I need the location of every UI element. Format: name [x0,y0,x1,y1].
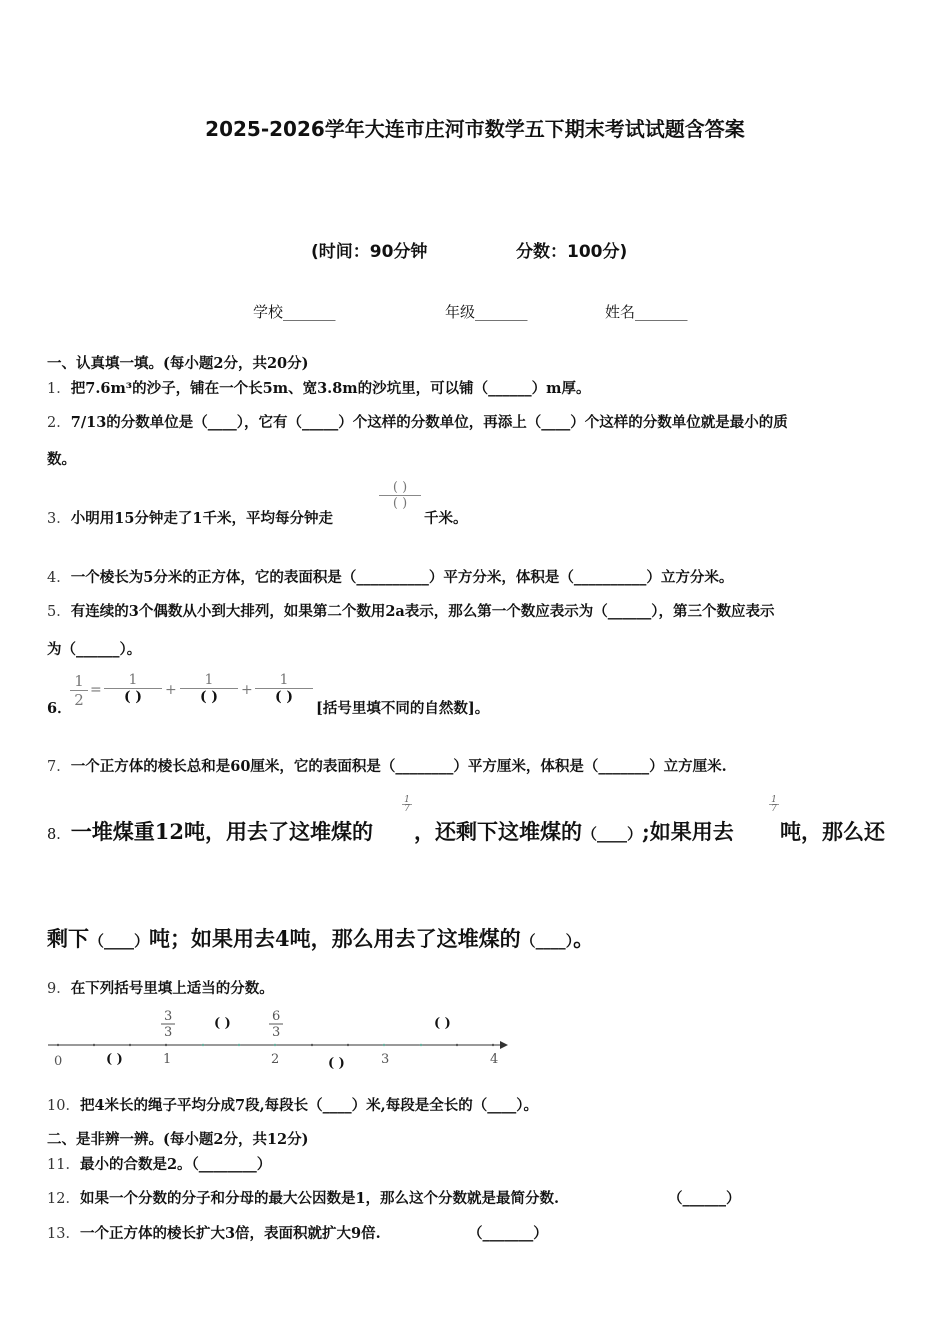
fraction-one-seventh [769,796,779,813]
tick-label-1: 1 [163,1052,172,1067]
question-9 [47,977,274,998]
answer-paren: ( ) [434,1016,451,1031]
question-number: 10． [47,1098,80,1114]
question-12 [47,1187,559,1208]
fraction-denominator: 3 [272,1025,281,1040]
question-text: 如果一个分数的分子和分母的最大公因数是1，那么这个分数就是最简分数. [79,1190,560,1207]
tick-point [492,1044,494,1046]
tick-point [274,1044,276,1046]
tick-point [238,1044,240,1046]
answer-blank: （_______） [468,1225,548,1242]
equals-sign: = [90,682,102,698]
question-number: 13． [47,1226,80,1242]
question-7 [47,755,727,776]
question-2 [47,411,788,432]
plus-sign: + [241,682,253,698]
exam-score: 分数：100分) [516,242,628,262]
question-13 [47,1222,381,1243]
question-text: 7/13的分数单位是（____），它有（_____）个这样的分数单位，再添上（____）个这样的分数单位就是最小的质 [70,414,788,431]
question-number: 11． [47,1157,80,1173]
question-text: 小明用15分钟走了1千米，平均每分钟走 [70,510,334,527]
fraction-denominator-blank: ( ) [180,688,238,705]
grade-field: 年级_______ [445,303,528,321]
question-11 [47,1153,271,1174]
question-number: 4． [47,570,71,586]
question-text: 把7.6m³的沙子，铺在一个长5m、宽3.8m的沙坑里，可以铺（______）m厚。 [70,380,591,397]
fraction-one-seventh [402,796,412,813]
fraction-numerator: 1 [771,795,777,805]
question-6-suffix: [括号里填不同的自然数]。 [316,700,490,717]
section-1-heading: 一、认真填一填。(每小题2分，共20分) [47,355,309,372]
fraction-denominator: 3 [164,1025,173,1040]
tick-point [383,1044,385,1046]
question-text: 吨；如果用去4吨，那么用去了这堆煤的 [149,926,521,951]
question-3 [47,507,333,528]
tick-point [420,1044,422,1046]
fraction-unit-2 [180,672,238,705]
tick-point [202,1044,204,1046]
answer-paren: ( ) [106,1052,123,1067]
question-text: ;如果用去 [642,819,734,844]
plus-sign: + [165,682,177,698]
question-number: 5． [47,604,71,620]
fraction-half [70,672,88,709]
fraction-denominator: 7 [769,804,779,813]
tick-label-4: 4 [490,1052,499,1067]
page-title: 2025-2026学年大连市庄河市数学五下期末考试试题含答案 [205,117,745,141]
question-4 [47,566,733,587]
question-text: 有连续的3个偶数从小到大排列，如果第二个数用2a表示，那么第一个数应表示为（______），第三个数应表示 [70,603,775,620]
tick-point [347,1044,349,1046]
question-text: 在下列括号里填上适当的分数。 [70,980,274,997]
question-8-line-1d: 吨，那么还 [780,819,885,844]
question-text: 一个正方体的棱长扩大3倍，表面积就扩大9倍. [79,1225,381,1242]
arrow-head-icon [500,1041,508,1049]
question-10 [47,1094,538,1115]
fraction-numerator: 1 [128,672,138,688]
question-number: 3． [47,511,71,527]
fraction-numerator: 1 [404,795,410,805]
question-2-continued: 数。 [47,451,76,468]
number-line [40,1005,520,1075]
tick-point [129,1044,131,1046]
question-text: 把4米长的绳子平均分成7段,每段长（____）米,每段是全长的（____）。 [79,1097,538,1114]
question-number: 1． [47,381,71,397]
fraction-denominator-blank: ( ) [255,688,313,705]
answer-blank: （____） [520,932,574,950]
fraction-numerator: 6 [272,1009,281,1024]
fraction-numerator: 1 [204,672,214,688]
question-number: 8． [47,827,71,843]
question-8-line-1b [414,816,734,846]
answer-paren: ( ) [328,1056,345,1071]
question-text: ，还剩下这堆煤的 [414,819,582,844]
name-field: 姓名_______ [605,303,688,321]
fraction-denominator: 2 [70,690,88,709]
section-2-heading: 二、是非辨一辨。(每小题2分，共12分) [47,1131,309,1148]
answer-blank: （______） [668,1190,741,1207]
tick-point [57,1044,59,1046]
question-text: 一堆煤重12吨，用去了这堆煤的 [70,819,373,844]
tick-point [311,1044,313,1046]
answer-blank: （____） [582,825,643,843]
tick-point [165,1044,167,1046]
tick-label-3: 3 [381,1052,390,1067]
school-field: 学校_______ [253,303,336,321]
question-3-suffix: 千米。 [424,510,468,527]
fraction-unit-1 [104,672,162,705]
fraction-numerator: 1 [74,672,84,690]
question-8-line-2 [47,923,594,953]
question-1 [47,377,591,398]
tick-point [93,1044,95,1046]
tick-point [456,1044,458,1046]
fraction-blank [379,480,421,511]
question-text: 一个正方体的棱长总和是60厘米，它的表面积是（________）平方厘米，体积是（_______）立方厘米. [70,758,727,775]
question-number: 2． [47,415,71,431]
question-number: 12． [47,1191,80,1207]
fraction-denominator-blank: ( ) [104,688,162,705]
tick-label-0: 0 [54,1054,63,1069]
question-number: 7． [47,759,71,775]
tick-label-2: 2 [271,1052,280,1067]
question-number: 9． [47,981,71,997]
answer-blank: （____） [89,932,150,950]
fraction-unit-3 [255,672,313,705]
question-8-line-1 [47,816,373,846]
question-text: 一个棱长为5分米的正方体，它的表面积是（__________）平方分米，体积是（__________）立方分米。 [70,569,734,586]
question-text: 剩下 [47,926,89,951]
answer-paren: ( ) [214,1016,231,1031]
fraction-numerator: 1 [279,672,289,688]
fraction-numerator: ( ) [392,480,408,495]
question-6-number: 6． [47,700,72,717]
question-text: 。 [573,926,595,951]
exam-time: (时间：90分钟 [311,242,428,262]
fraction-denominator: 7 [402,804,412,813]
question-5-continued: 为（______）。 [47,641,142,658]
question-5 [47,600,775,621]
question-text: 最小的合数是2。（________） [79,1156,272,1173]
fraction-numerator: 3 [164,1009,173,1024]
fraction-denominator: ( ) [379,495,421,511]
